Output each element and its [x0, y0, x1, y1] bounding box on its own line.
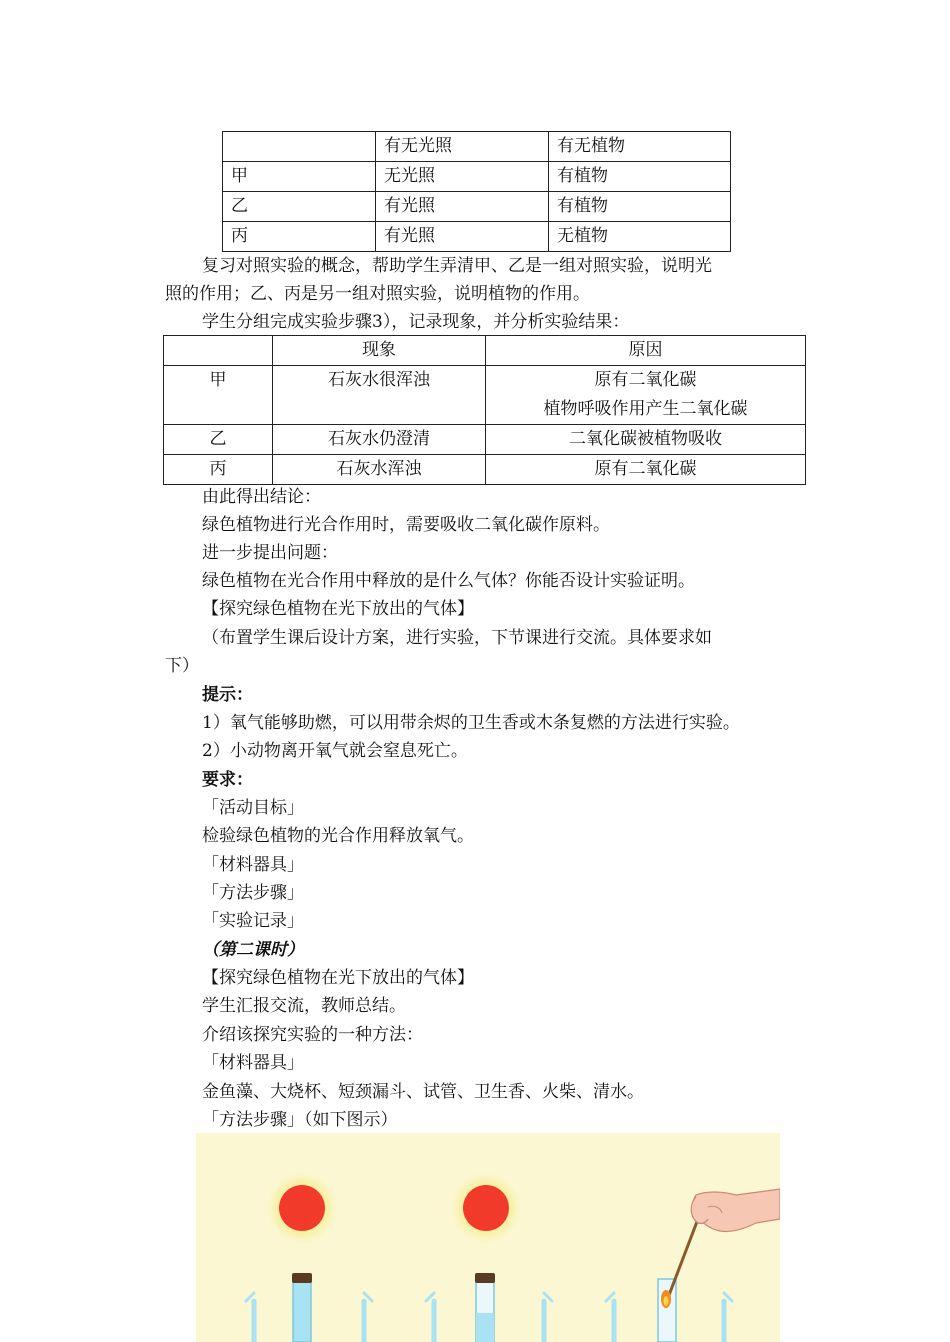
paragraph-line: 学生分组完成实验步骤3），记录现象，并分析实验结果： [202, 312, 630, 332]
table-cell: 有光照 [376, 222, 549, 252]
table-header-row [223, 132, 731, 162]
section-heading: 【探究绿色植物在光下放出的气体】 [202, 968, 474, 988]
table-cell: 原有二氧化碳 [486, 455, 806, 485]
method-label: 「方法步骤」（如下图示） [202, 1110, 398, 1130]
table-row [164, 425, 806, 455]
lesson-title: （第二课时） [202, 940, 304, 960]
table-cell: 有无植物 [549, 132, 731, 162]
table-cell: 原因 [486, 336, 806, 366]
sun-icon [264, 1170, 340, 1246]
assignment-line: 下） [165, 656, 199, 676]
table-cell: 乙 [164, 425, 273, 455]
table-cell [164, 336, 273, 366]
hand-icon [691, 1189, 780, 1232]
question-text: 绿色植物在光合作用中释放的是什么气体？你能否设计实验证明。 [202, 571, 695, 591]
conclusion-intro: 由此得出结论： [202, 487, 321, 507]
light-plant-table [222, 131, 731, 252]
record-label: 「实验记录」 [202, 911, 304, 931]
table-cell: 有光照 [376, 192, 549, 222]
table-row [164, 366, 806, 425]
paragraph-line: 复习对照实验的概念，帮助学生弄清甲、乙是一组对照实验，说明光 [202, 256, 712, 276]
table-cell: 无植物 [549, 222, 731, 252]
section-heading: 【探究绿色植物在光下放出的气体】 [202, 599, 474, 619]
goal-text: 检验绿色植物的光合作用释放氧气。 [202, 826, 474, 846]
incense-stick-icon [661, 1219, 698, 1308]
test-tube-icon [292, 1273, 312, 1342]
table-cell [223, 132, 376, 162]
report-text: 学生汇报交流，教师总结。 [202, 996, 406, 1016]
table-cell: 甲 [164, 366, 273, 425]
table-cell: 现象 [273, 336, 486, 366]
hint-item: 2）小动物离开氧气就会窒息死亡。 [202, 741, 468, 761]
table-cell: 二氧化碳被植物吸收 [486, 425, 806, 455]
materials-label: 「材料器具」 [202, 1053, 304, 1073]
table-cell [486, 366, 806, 425]
table-row [223, 162, 731, 192]
test-tube-icon [658, 1279, 676, 1342]
further-question-intro: 进一步提出问题： [202, 543, 338, 563]
table-cell: 石灰水浑浊 [273, 455, 486, 485]
table-cell: 有无光照 [376, 132, 549, 162]
hint-label: 提示： [202, 685, 253, 705]
test-tube-icon [475, 1273, 495, 1342]
goal-label: 「活动目标」 [202, 798, 304, 818]
sun-icon [448, 1170, 524, 1246]
hint-item: 1）氧气能够助燃，可以用带余烬的卫生香或木条复燃的方法进行实验。 [202, 713, 740, 733]
assignment-line: （布置学生课后设计方案，进行实验，下节课进行交流。具体要求如 [202, 628, 712, 648]
experiment-illustration [196, 1133, 780, 1342]
table-cell: 有植物 [549, 162, 731, 192]
experiment-drawing [196, 1133, 780, 1342]
materials-list: 金鱼藻、大烧杯、短颈漏斗、试管、卫生香、火柴、清水。 [202, 1082, 644, 1102]
requirements-label: 要求： [202, 770, 253, 790]
table-cell: 乙 [223, 192, 376, 222]
method-intro: 介绍该探究实验的一种方法： [202, 1025, 423, 1045]
method-label: 「方法步骤」 [202, 883, 304, 903]
table-cell: 丙 [164, 455, 273, 485]
reason-line: 植物呼吸作用产生二氧化碳 [543, 399, 748, 419]
table-row [223, 192, 731, 222]
materials-label: 「材料器具」 [202, 855, 304, 875]
table-cell: 有植物 [549, 192, 731, 222]
table-row [223, 222, 731, 252]
conclusion-text: 绿色植物进行光合作用时，需要吸收二氧化碳作原料。 [202, 515, 610, 535]
table-cell: 石灰水很浑浊 [273, 366, 486, 425]
table-cell: 甲 [223, 162, 376, 192]
table-cell: 无光照 [376, 162, 549, 192]
table-cell: 丙 [223, 222, 376, 252]
reason-line: 原有二氧化碳 [594, 370, 697, 390]
paragraph-line: 照的作用；乙、丙是另一组对照实验，说明植物的作用。 [165, 284, 590, 304]
results-table [163, 335, 806, 485]
table-cell: 石灰水仍澄清 [273, 425, 486, 455]
table-header-row [164, 336, 806, 366]
table-row [164, 455, 806, 485]
